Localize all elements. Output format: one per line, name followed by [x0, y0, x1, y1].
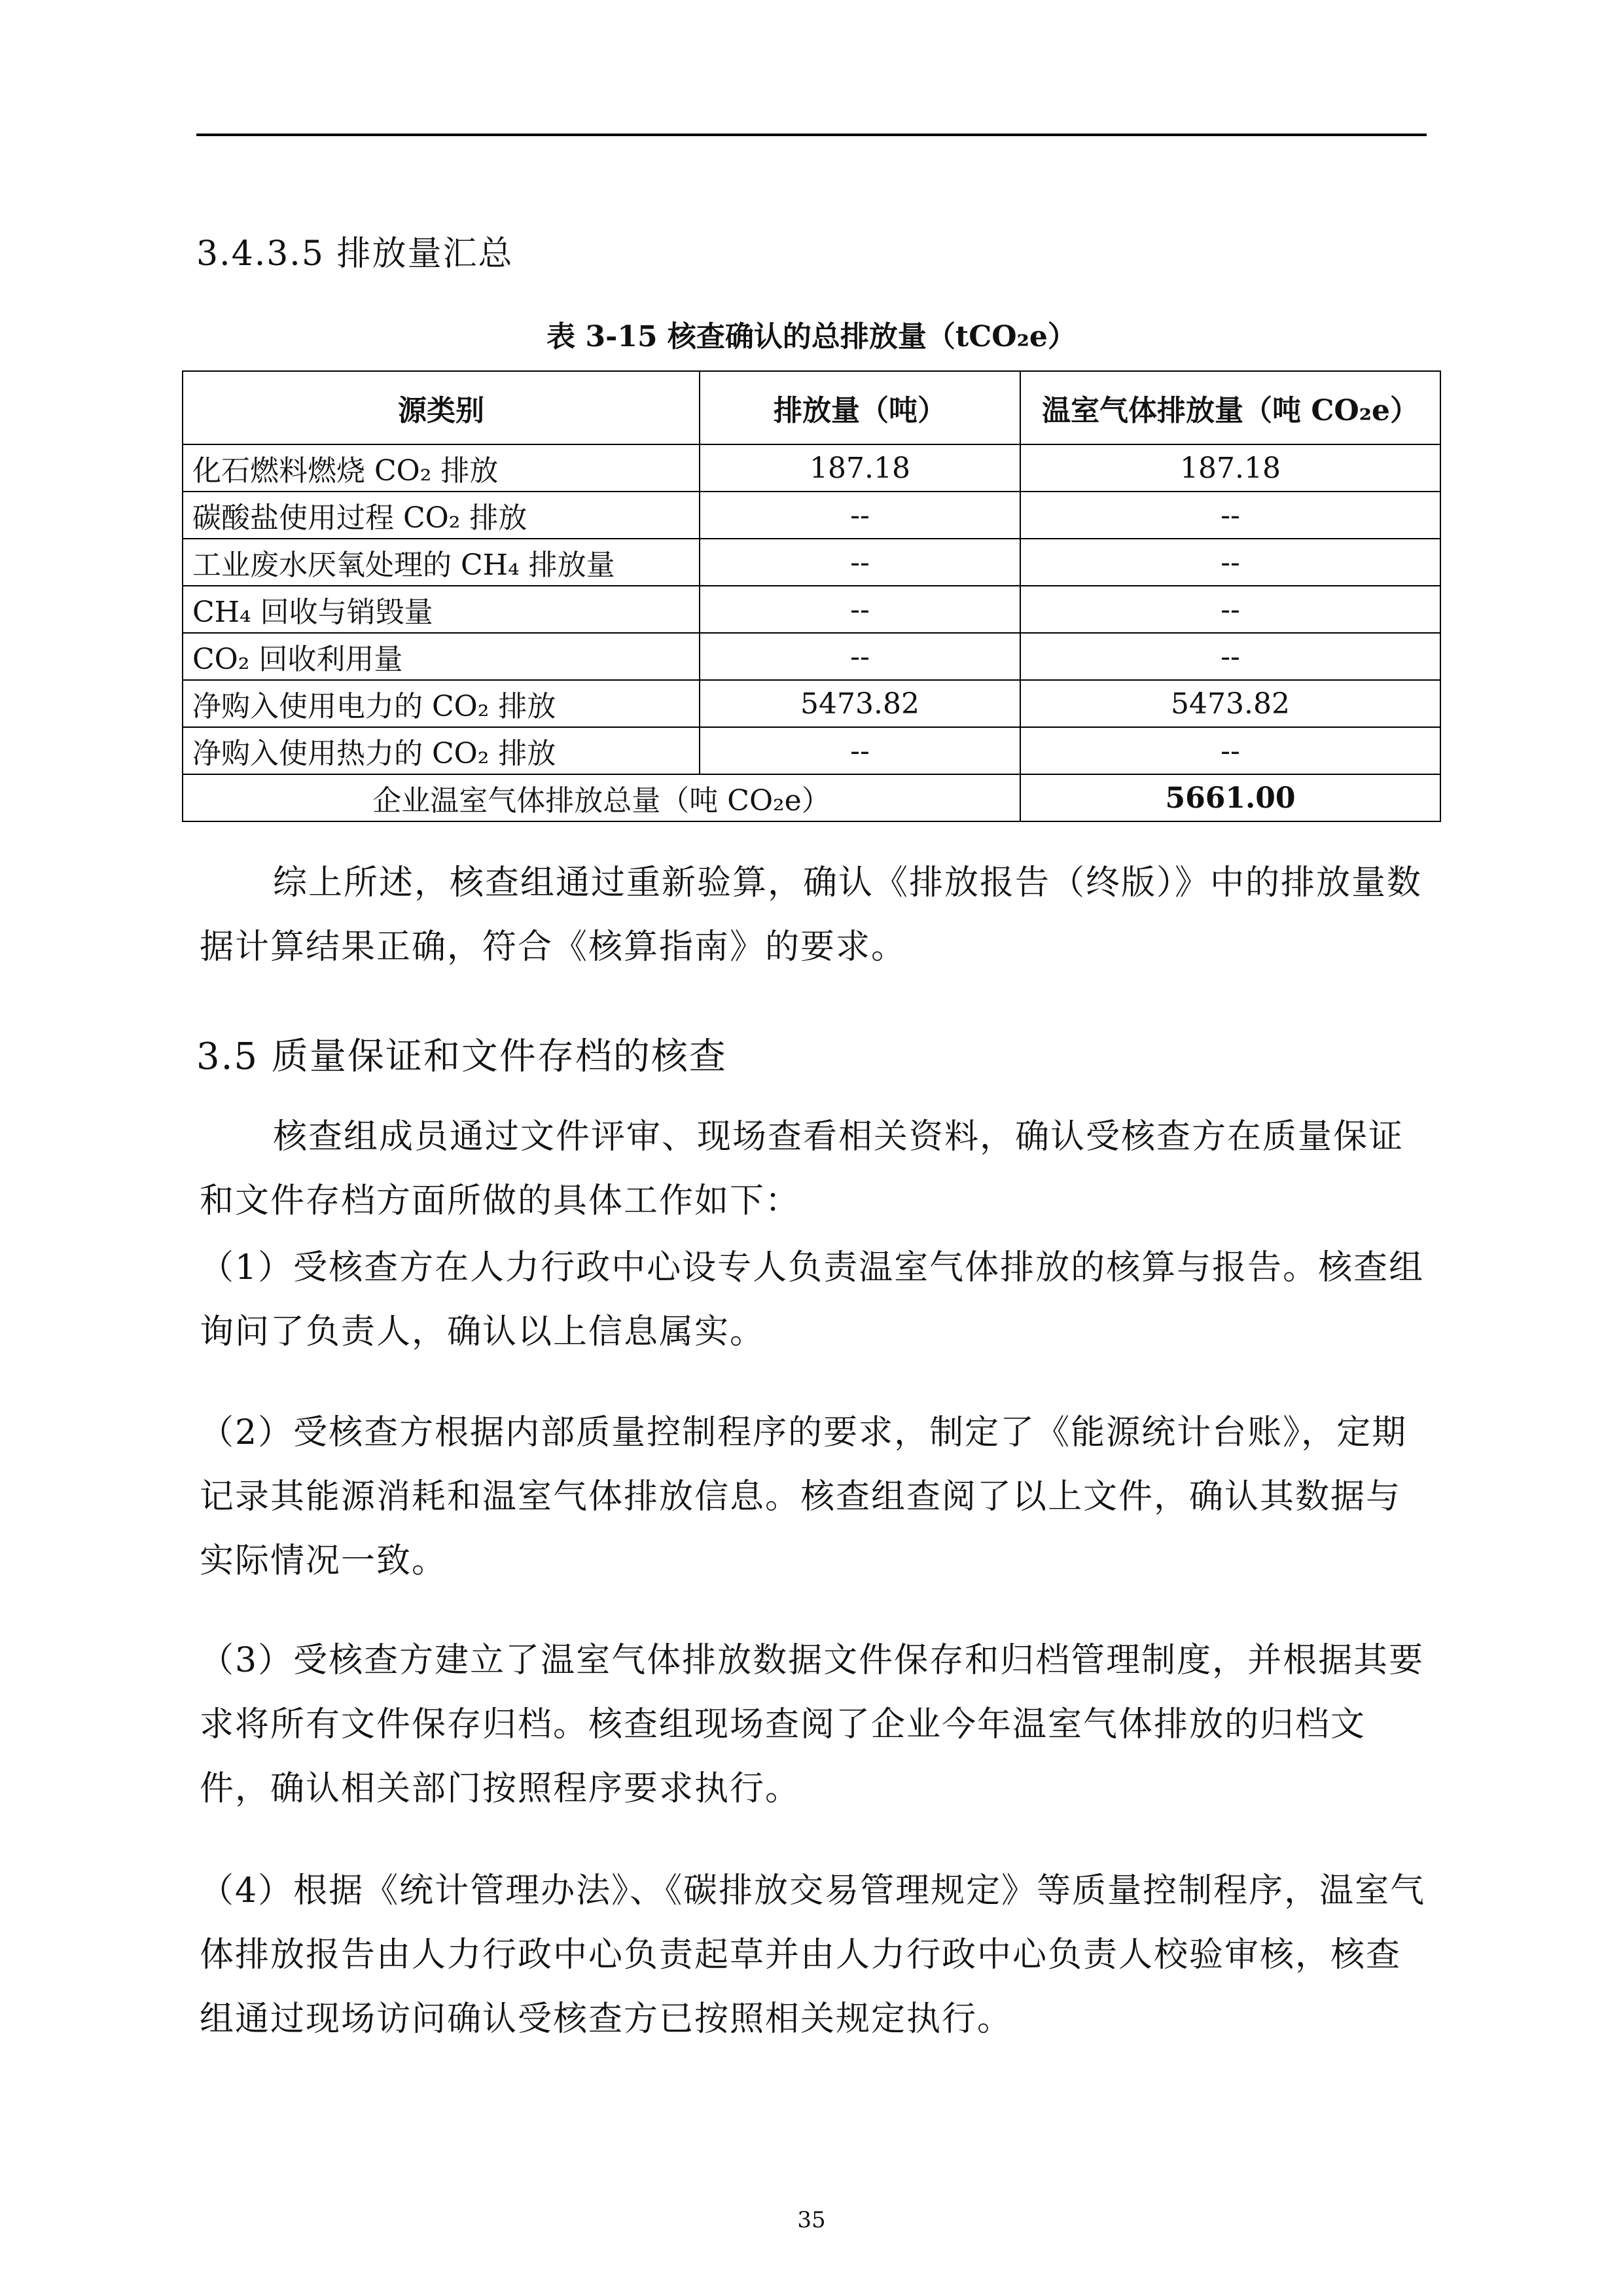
- page-number: 35: [797, 2207, 826, 2233]
- cell-co2e: --: [1020, 539, 1440, 586]
- cell-co2e: --: [1020, 633, 1440, 680]
- cell-amount: --: [700, 633, 1020, 680]
- cell-source: 净购入使用热力的 CO₂ 排放: [183, 727, 700, 774]
- table-caption: 表 3-15 核查确认的总排放量（tCO₂e）: [546, 320, 1077, 353]
- cell-amount: 187.18: [700, 444, 1020, 492]
- section2-title: 质量保证和文件存档的核查: [271, 1035, 727, 1078]
- section-number: 3.4.3.5: [196, 234, 325, 274]
- cell-co2e: --: [1020, 727, 1440, 774]
- table-row: [183, 539, 1440, 586]
- cell-amount: 5473.82: [700, 680, 1020, 727]
- total-value: 5661.00: [1020, 774, 1440, 821]
- cell-co2e: --: [1020, 492, 1440, 539]
- cell-source: 化石燃料燃烧 CO₂ 排放: [183, 444, 700, 492]
- cell-amount: --: [700, 492, 1020, 539]
- table-row: [183, 492, 1440, 539]
- cell-source: 碳酸盐使用过程 CO₂ 排放: [183, 492, 700, 539]
- emissions-table: [182, 370, 1441, 822]
- table-row: [183, 633, 1440, 680]
- table-row: [183, 727, 1440, 774]
- cell-source: 工业废水厌氧处理的 CH₄ 排放量: [183, 539, 700, 586]
- section-title: 排放量汇总: [336, 234, 514, 274]
- table-row: [183, 444, 1440, 492]
- table-row: [183, 680, 1440, 727]
- intro-paragraph: 核查组成员通过文件评审、现场查看相关资料，确认受核查方在质量保证和文件存档方面所做的具体工作如下：: [200, 1117, 1404, 1221]
- cell-amount: --: [700, 586, 1020, 633]
- cell-source: 净购入使用电力的 CO₂ 排放: [183, 680, 700, 727]
- cell-co2e: 5473.82: [1020, 680, 1440, 727]
- section-heading: [196, 226, 513, 275]
- list-item: （1）受核查方在人力行政中心设专人负责温室气体排放的核算与报告。核查组询问了负责人，确认以上信息属实。: [200, 1248, 1425, 1352]
- section2-number: 3.5: [196, 1035, 259, 1078]
- table-total-row: [183, 774, 1440, 821]
- column-header-co2e: 温室气体排放量（吨 CO₂e）: [1020, 371, 1440, 444]
- cell-co2e: 187.18: [1020, 444, 1440, 492]
- column-header-source: 源类别: [183, 371, 700, 444]
- cell-co2e: --: [1020, 586, 1440, 633]
- table-header-row: [183, 371, 1440, 444]
- column-header-amount: 排放量（吨）: [700, 371, 1020, 444]
- list-item: （3）受核查方建立了温室气体排放数据文件保存和归档管理制度，并根据其要求将所有文件保存归档。核查组现场查阅了企业今年温室气体排放的归档文件，确认相关部门按照程序要求执行。: [200, 1641, 1425, 1808]
- total-label: 企业温室气体排放总量（吨 CO₂e）: [183, 774, 1020, 821]
- table-row: [183, 586, 1440, 633]
- cell-amount: --: [700, 727, 1020, 774]
- list-item: （4）根据《统计管理办法》、《碳排放交易管理规定》等质量控制程序，温室气体排放报告由人力行政中心负责起草并由人力行政中心负责人校验审核，核查组通过现场访问确认受核查方已按照相关规定执行。: [200, 1871, 1426, 2039]
- summary-paragraph: 综上所述，核查组通过重新验算，确认《排放报告（终版）》中的排放量数据计算结果正确，符合《核算指南》的要求。: [200, 863, 1423, 967]
- header-rule: [196, 134, 1427, 136]
- section2-heading: [196, 1028, 727, 1080]
- cell-source: CO₂ 回收利用量: [183, 633, 700, 680]
- list-item: （2）受核查方根据内部质量控制程序的要求，制定了《能源统计台账》，定期记录其能源消耗和温室气体排放信息。核查组查阅了以上文件，确认其数据与实际情况一致。: [200, 1413, 1408, 1581]
- cell-amount: --: [700, 539, 1020, 586]
- cell-source: CH₄ 回收与销毁量: [183, 586, 700, 633]
